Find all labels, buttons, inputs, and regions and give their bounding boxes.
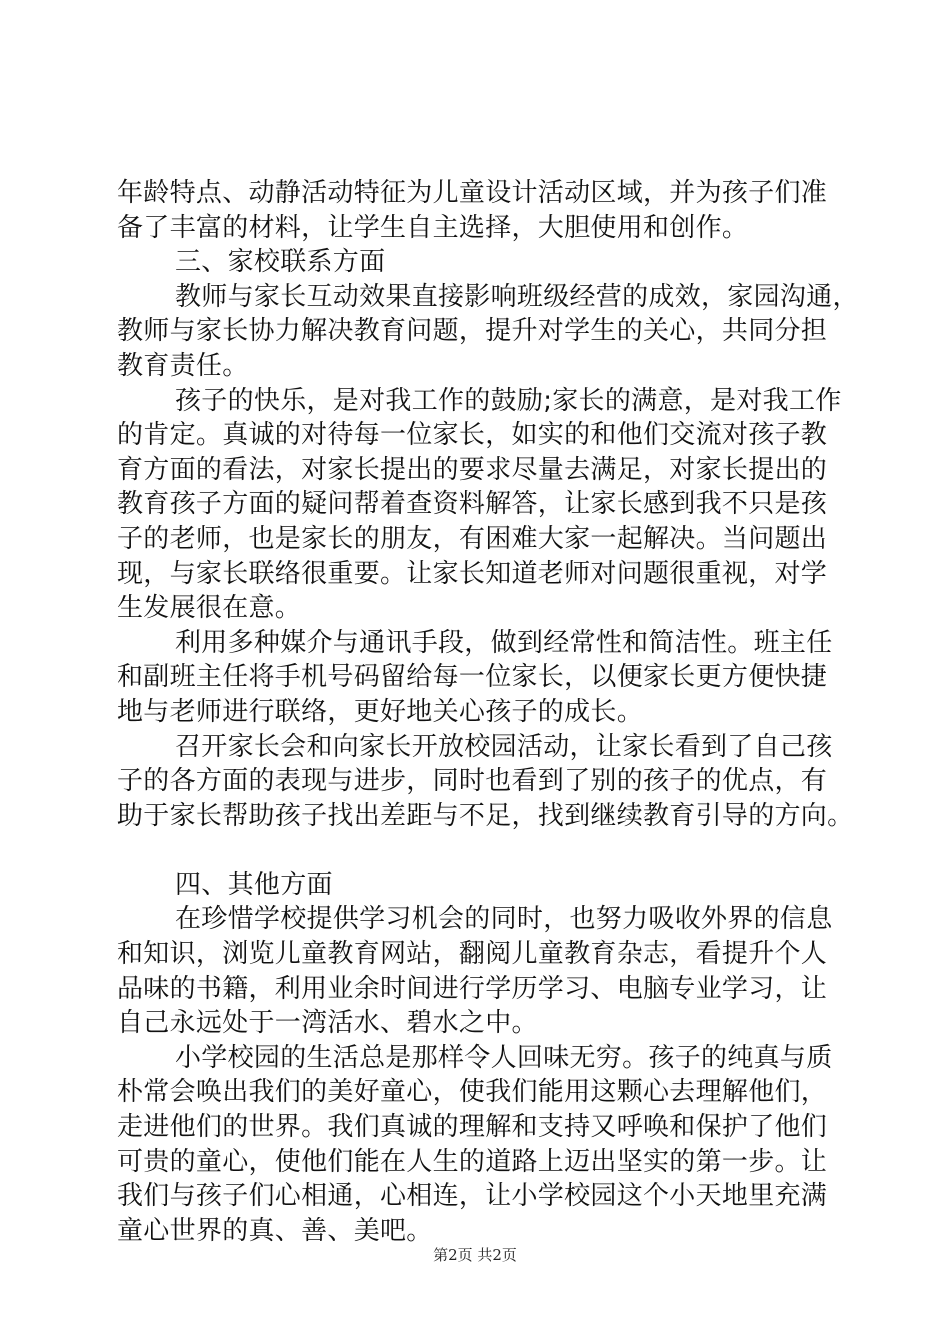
section-heading: 三、家校联系方面 [175, 247, 386, 278]
text-line: 子的各方面的表现与进步，同时也看到了别的孩子的优点，有 [117, 766, 828, 797]
text-line: 助于家长帮助孩子找出差距与不足，找到继续教育引导的方向。 [117, 800, 854, 831]
text-line: 朴常会唤出我们的美好童心，使我们能用这颗心去理解他们， [117, 1077, 828, 1108]
text-line: 教师与家长互动效果直接影响班级经营的成效，家园沟通， [175, 281, 859, 312]
text-line: 现，与家长联络很重要。让家长知道老师对问题很重视，对学 [117, 558, 828, 589]
page-footer: 第2页 共2页 [433, 1246, 517, 1264]
text-line: 在珍惜学校提供学习机会的同时，也努力吸收外界的信息 [175, 904, 833, 935]
text-line: 子的老师，也是家长的朋友，有困难大家一起解决。当问题出 [117, 523, 828, 554]
text-line: 备了丰富的材料，让学生自主选择，大胆使用和创作。 [117, 212, 749, 243]
text-line: 教师与家长协力解决教育问题，提升对学生的关心，共同分担 [117, 316, 828, 347]
text-line: 和副班主任将手机号码留给每一位家长，以便家长更方便快捷 [117, 662, 828, 693]
text-line: 年龄特点、动静活动特征为儿童设计活动区域，并为孩子们准 [117, 178, 828, 208]
text-line: 自己永远处于一湾活水、碧水之中。 [117, 1008, 538, 1039]
section-heading: 四、其他方面 [175, 869, 333, 900]
text-line: 小学校园的生活总是那样令人回味无穷。孩子的纯真与质 [175, 1042, 833, 1073]
text-line: 童心世界的真、善、美吧。 [117, 1215, 433, 1246]
text-line: 孩子的快乐，是对我工作的鼓励;家长的满意，是对我工作 [175, 385, 842, 416]
document-body [117, 176, 859, 1248]
text-line: 品味的书籍，利用业余时间进行学历学习、电脑专业学习，让 [117, 973, 828, 1004]
text-line: 地与老师进行联络，更好地关心孩子的成长。 [117, 696, 644, 727]
text-line: 的肯定。真诚的对待每一位家长，如实的和他们交流对孩子教 [117, 420, 828, 451]
text-line: 生发展很在意。 [117, 593, 302, 624]
text-line: 利用多种媒介与通讯手段，做到经常性和简洁性。班主任 [175, 627, 833, 658]
text-line: 和知识，浏览儿童教育网站，翻阅儿童教育杂志，看提升个人 [117, 939, 828, 970]
text-line: 召开家长会和向家长开放校园活动，让家长看到了自己孩 [175, 731, 833, 762]
text-line: 走进他们的世界。我们真诚的理解和支持又呼唤和保护了他们 [117, 1112, 828, 1143]
text-line: 教育孩子方面的疑问帮着查资料解答，让家长感到我不只是孩 [117, 489, 828, 520]
text-line: 我们与孩子们心相通，心相连，让小学校园这个小天地里充满 [117, 1181, 828, 1212]
text-line: 教育责任。 [117, 350, 249, 381]
paragraph-gap [117, 833, 847, 868]
text-line: 可贵的童心，使他们能在人生的道路上迈出坚实的第一步。让 [117, 1146, 828, 1177]
text-line: 育方面的看法，对家长提出的要求尽量去满足，对家长提出的 [117, 454, 828, 485]
